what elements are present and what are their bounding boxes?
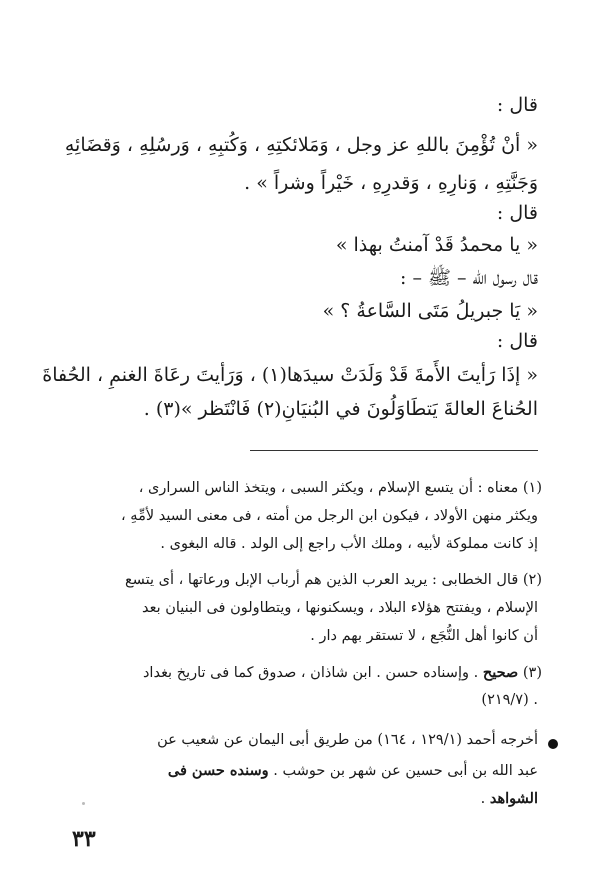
takhrij-line-2: [168, 762, 538, 779]
main-line-10: الحُناعَ العالةَ يَتطَاوَلُونَ في البُنيَانِ(٢) فَانْتَظر »(٣) .: [143, 398, 538, 420]
main-line-2: « أنْ تُؤْمِنَ باللهِ عز وجل ، وَمَلائكتِهِ ، وَكُتبِهِ ، وَرسُلِهِ ، وَقضَائِهِ: [64, 134, 538, 156]
footnote-1-line-1: (١) معناه : أن يتسع الإسلام ، ويكثر السبى ، ويتخذ الناس السرارى ،: [138, 480, 542, 496]
main-line-8: قال :: [496, 330, 538, 352]
takhrij-line-3: [481, 790, 538, 807]
main-line-4: قال :: [496, 202, 538, 224]
takhrij-grade-end: الشواهد: [489, 790, 538, 807]
footnote-2-line-2: الإسلام ، ويفتتح هؤلاء البلاد ، ويسكنونها ، ويتطاولون فى البنيان بعد: [141, 600, 538, 616]
main-line-6: قال رسول الله – ﷺ – :: [400, 267, 538, 289]
takhrij-text: عبد الله بن أبى حسين عن شهر بن حوشب .: [268, 763, 538, 779]
bullet-dot: [548, 739, 558, 749]
footnote-3-line-2: (٢١٩/٧) .: [481, 692, 538, 708]
main-line-5: « يا محمدُ قَدْ آمنتُ بهذا »: [335, 234, 538, 256]
scan-speck: [82, 802, 85, 805]
takhrij-period: .: [480, 791, 490, 807]
takhrij-line-1: أخرجه أحمد (١٢٩/١ ، ١٦٤) من طريق أبى اليمان عن شعيب عن: [157, 732, 538, 748]
takhrij-grade: وسنده حسن فى: [167, 762, 269, 779]
main-line-1: قال :: [496, 94, 538, 116]
footnote-3-line-1: [143, 664, 542, 681]
footnote-1-line-2: ويكثر منهن الأولاد ، فيكون ابن الرجل من أمته ، فى معنى السيد لأمِّهِ ،: [121, 508, 538, 524]
footnote-2-line-1: (٢) قال الخطابى : يريد العرب الذين هم أرباب الإبل ورعاتها ، أى يتسع: [124, 572, 542, 588]
page-number: ٣٣: [72, 826, 96, 852]
footnote-3-text: . وإسناده حسن . ابن شاذان ، صدوق كما فى تاريخ بغداد: [142, 665, 483, 681]
footnote-1-line-3: إذ كانت مملوكة لأبيه ، وملك الأب راجع إلى الولد . قاله البغوى .: [160, 536, 538, 552]
footnote-3-number: (٣): [518, 665, 542, 681]
main-line-3: وَجَنَّتِهِ ، وَنارِهِ ، وَقدرِهِ ، خَيْراً وشراً » .: [244, 172, 538, 194]
main-line-7: « يَا جبريلُ مَتَى السَّاعةُ ؟ »: [322, 300, 538, 322]
footnote-2-line-3: أن كانوا أهل النُّجَع ، لا تستقر بهم دار .: [310, 628, 538, 644]
footnote-3-grade: صحيح: [482, 664, 519, 681]
main-line-9: « إذَا رَأيتَ الأَمةَ قَدْ وَلَدَتْ سيدَها(١) ، وَرَأيتَ رعَاةَ الغنمِ ، الحُفاةَ: [42, 364, 538, 386]
footnote-separator: [250, 450, 538, 451]
